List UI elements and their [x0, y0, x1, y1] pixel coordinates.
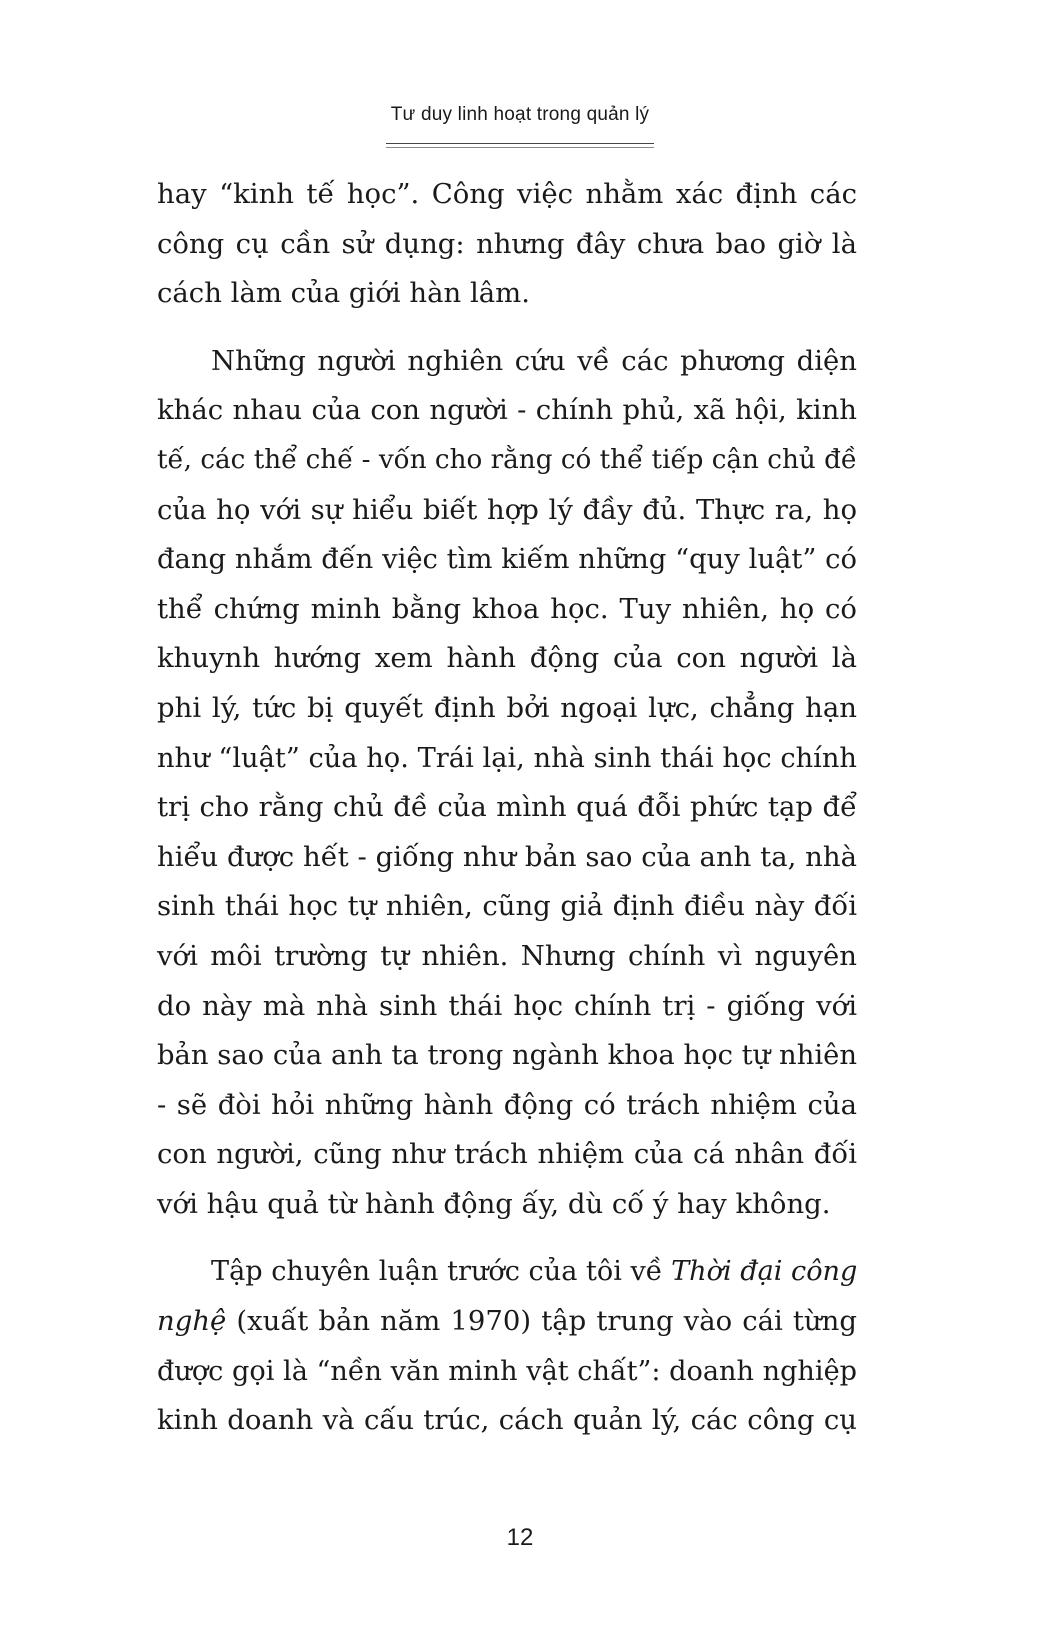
text-run: (xuất bản năm 1970) tập trung vào cái từng	[226, 1305, 857, 1338]
text-line: - sẽ đòi hỏi những hành động có trách nhiệm của	[157, 1088, 857, 1121]
text-line: công cụ cần sử dụng: nhưng đây chưa bao giờ là	[157, 227, 857, 260]
text-line: phi lý, tức bị quyết định bởi ngoại lực, chẳng hạn	[157, 691, 857, 724]
text-line: bản sao của anh ta trong ngành khoa học tự nhiên	[157, 1040, 857, 1072]
text-line: như “luật” của họ. Trái lại, nhà sinh thái học chính	[157, 742, 857, 774]
text-line: với hậu quả từ hành động ấy, dù cố ý hay không.	[157, 1187, 831, 1220]
text-line: tế, các thể chế - vốn cho rằng có thể tiếp cận chủ đề	[157, 444, 857, 475]
paragraph-gap	[157, 1229, 857, 1247]
text-line: thể chứng minh bằng khoa học. Tuy nhiên, họ có	[157, 592, 857, 625]
text-line: do này mà nhà sinh thái học chính trị - giống với	[157, 989, 857, 1022]
text-line: của họ với sự hiểu biết hợp lý đầy đủ. Thực ra, họ	[157, 493, 857, 526]
text-line: Những người nghiên cứu về các phương diện	[211, 344, 857, 377]
text-line: kinh doanh và cấu trúc, cách quản lý, các công cụ	[157, 1404, 857, 1437]
page-number: 12	[506, 1524, 534, 1551]
header-rule	[386, 143, 654, 144]
text-line: đang nhắm đến việc tìm kiếm những “quy luật” có	[157, 544, 857, 576]
text-line: con người, cũng như trách nhiệm của cá nhân đối	[157, 1138, 857, 1171]
body-text	[157, 170, 857, 1446]
text-line: hay “kinh tế học”. Công việc nhằm xác định các	[157, 178, 857, 210]
text-line: với môi trường tự nhiên. Nhưng chính vì nguyên	[157, 939, 857, 972]
text-line: khác nhau của con người - chính phủ, xã hội, kinh	[157, 394, 857, 427]
paragraph	[157, 170, 857, 319]
book-title-italic: nghệ	[157, 1305, 227, 1338]
text-run: Tập chuyên luận trước của tôi về	[211, 1256, 672, 1288]
text-line: trị cho rằng chủ đề của mình quá đỗi phức tạp để	[157, 791, 857, 824]
running-header: Tư duy linh hoạt trong quản lý	[390, 104, 650, 125]
text-line: khuynh hướng xem hành động của con người là	[157, 642, 857, 675]
text-line: được gọi là “nền văn minh vật chất”: doanh nghiệp	[157, 1355, 857, 1387]
text-line: sinh thái học tự nhiên, cũng giả định điều này đối	[157, 890, 857, 923]
text-line	[157, 1247, 857, 1297]
text-line	[157, 1297, 857, 1347]
text-line: cách làm của giới hàn lâm.	[157, 277, 530, 310]
paragraph	[157, 1247, 857, 1445]
paragraph	[157, 337, 857, 1230]
paragraph-gap	[157, 319, 857, 337]
book-title-italic: Thời đại công	[671, 1256, 858, 1288]
header-rule-secondary	[386, 147, 654, 148]
text-line: hiểu được hết - giống như bản sao của anh ta, nhà	[157, 840, 857, 873]
